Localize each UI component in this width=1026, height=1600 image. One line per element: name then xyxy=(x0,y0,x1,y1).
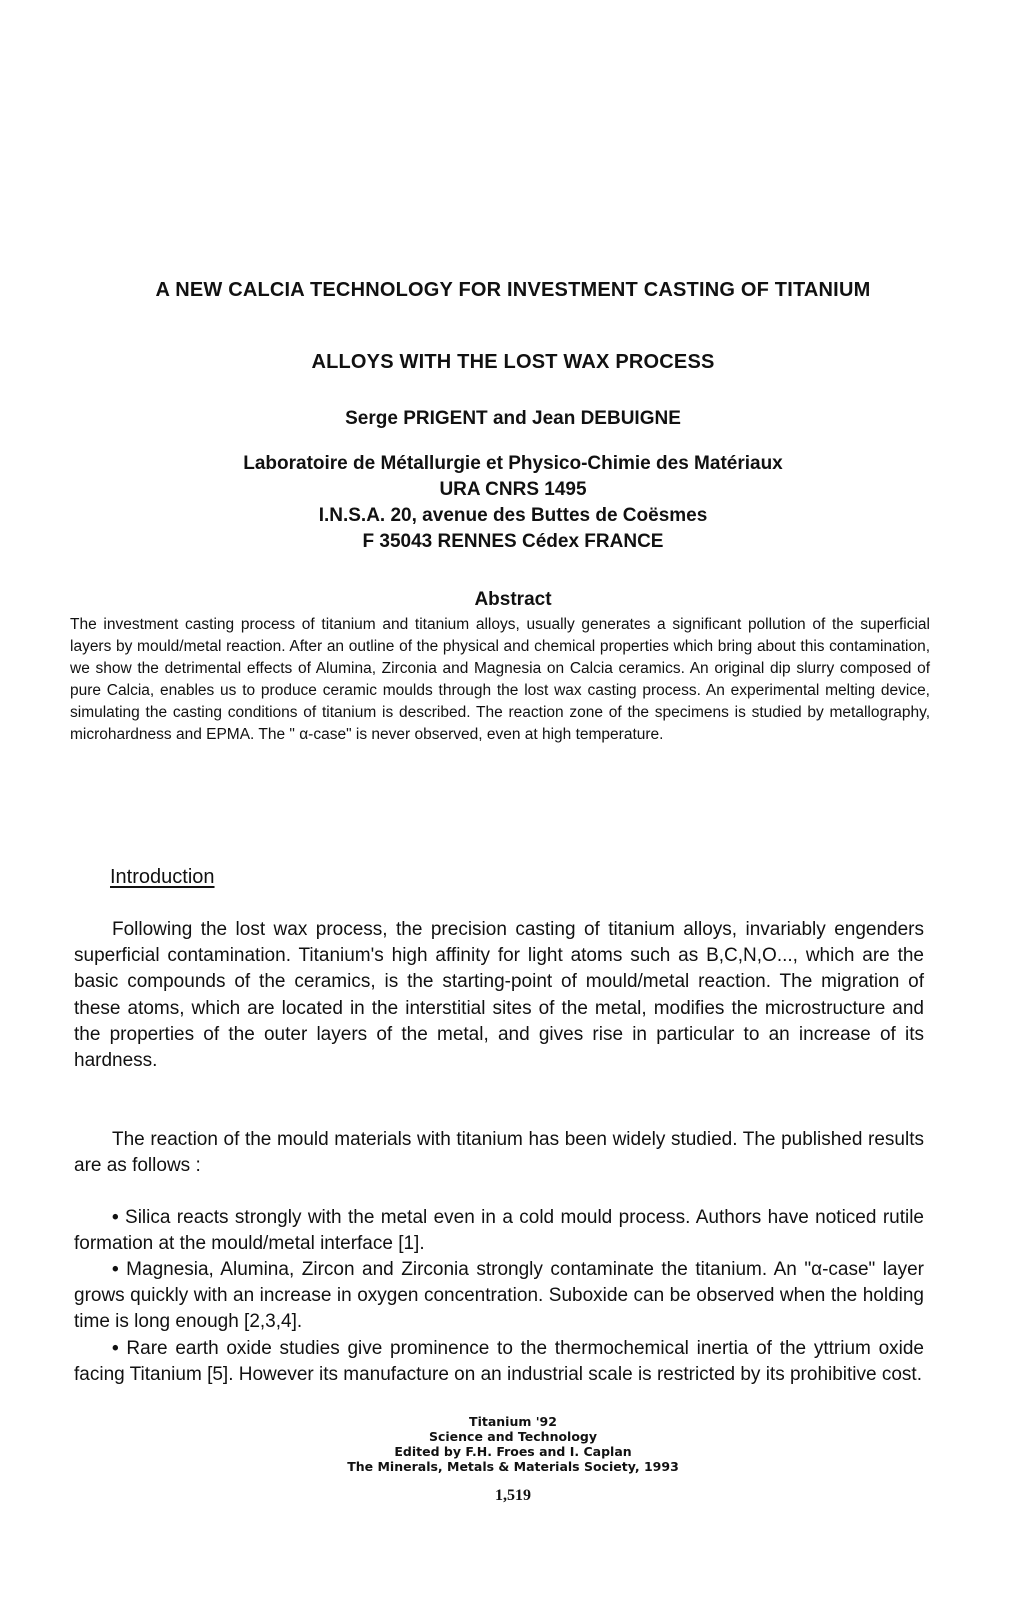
affiliation-ura: URA CNRS 1495 xyxy=(439,479,587,500)
bullet-item-rare-earth xyxy=(74,1336,924,1388)
bullet-icon: • xyxy=(112,1207,119,1228)
footer-subtitle: Science and Technology xyxy=(428,1429,598,1444)
affiliation-city: F 35043 RENNES Cédex FRANCE xyxy=(362,531,664,552)
bullet-text: Rare earth oxide studies give prominence to the thermochemical inertia of the yttrium oxide facing Titanium [5]. However its manufacture on an industrial scale is restricted by its prohibitive cost. xyxy=(74,1338,924,1386)
authors: Serge PRIGENT and Jean DEBUIGNE xyxy=(345,408,681,429)
bullet-item-magnesia xyxy=(74,1257,924,1336)
abstract-text: The investment casting process of titanium and titanium alloys, usually generates a significant pollution of the superficial layers by mould/metal reaction. After an outline of the physical and chemical properties which bring about this contamination, we show the detrimental effects of Alumina, Zirconia and Magnesia on Calcia ceramics. An original dip slurry composed of pure Calcia, enables us to produce ceramic moulds through the lost wax casting process. An experimental melting device, simulating the casting conditions of titanium is described. The reaction zone of the specimens is studied by metallography, microhardness and EPMA. The " α-case" is never observed, even at high temperature. xyxy=(70,616,930,743)
title-line-1: A NEW CALCIA TECHNOLOGY FOR INVESTMENT CASTING OF TITANIUM xyxy=(155,279,871,301)
bullet-item-silica xyxy=(74,1205,924,1257)
footer-editors: Edited by F.H. Froes and I. Caplan xyxy=(394,1444,632,1459)
affiliation-address: I.N.S.A. 20, avenue des Buttes de Coësmes xyxy=(318,505,708,526)
introduction-heading: Introduction xyxy=(110,866,215,888)
bullet-text: Magnesia, Alumina, Zircon and Zirconia strongly contaminate the titanium. An "α-case" layer grows quickly with an increase in oxygen concentration. Suboxide can be observed when the holding time is long enough [2,3,4]. xyxy=(74,1259,924,1333)
page-number: 1,519 xyxy=(495,1487,531,1504)
publication-footer xyxy=(0,1414,1026,1474)
footer-conference: Titanium '92 xyxy=(469,1414,557,1429)
bullet-icon: • xyxy=(112,1259,119,1280)
bullet-text: Silica reacts strongly with the metal even in a cold mould process. Authors have noticed rutile formation at the mould/metal interface [1]. xyxy=(74,1207,924,1255)
affiliation-lab: Laboratoire de Métallurgie et Physico-Chimie des Matériaux xyxy=(243,453,783,474)
bullet-icon: • xyxy=(112,1338,119,1359)
footer-publisher: The Minerals, Metals & Materials Society, 1993 xyxy=(347,1459,679,1474)
introduction-paragraph-2: The reaction of the mould materials with titanium has been widely studied. The published results are as follows : xyxy=(74,1129,924,1177)
title-line-2: ALLOYS WITH THE LOST WAX PROCESS xyxy=(311,351,715,373)
introduction-paragraph-1: Following the lost wax process, the precision casting of titanium alloys, invariably engenders superficial contamination. Titanium's high affinity for light atoms such as B,C,N,O..., which are the basic compounds of the ceramics, is the starting-point of mould/metal reaction. The migration of these atoms, which are located in the interstitial sites of the metal, modifies the microstructure and the properties of the outer layers of the metal, and gives rise in particular to an increase of its hardness. xyxy=(74,919,924,1072)
abstract-heading: Abstract xyxy=(474,589,552,610)
